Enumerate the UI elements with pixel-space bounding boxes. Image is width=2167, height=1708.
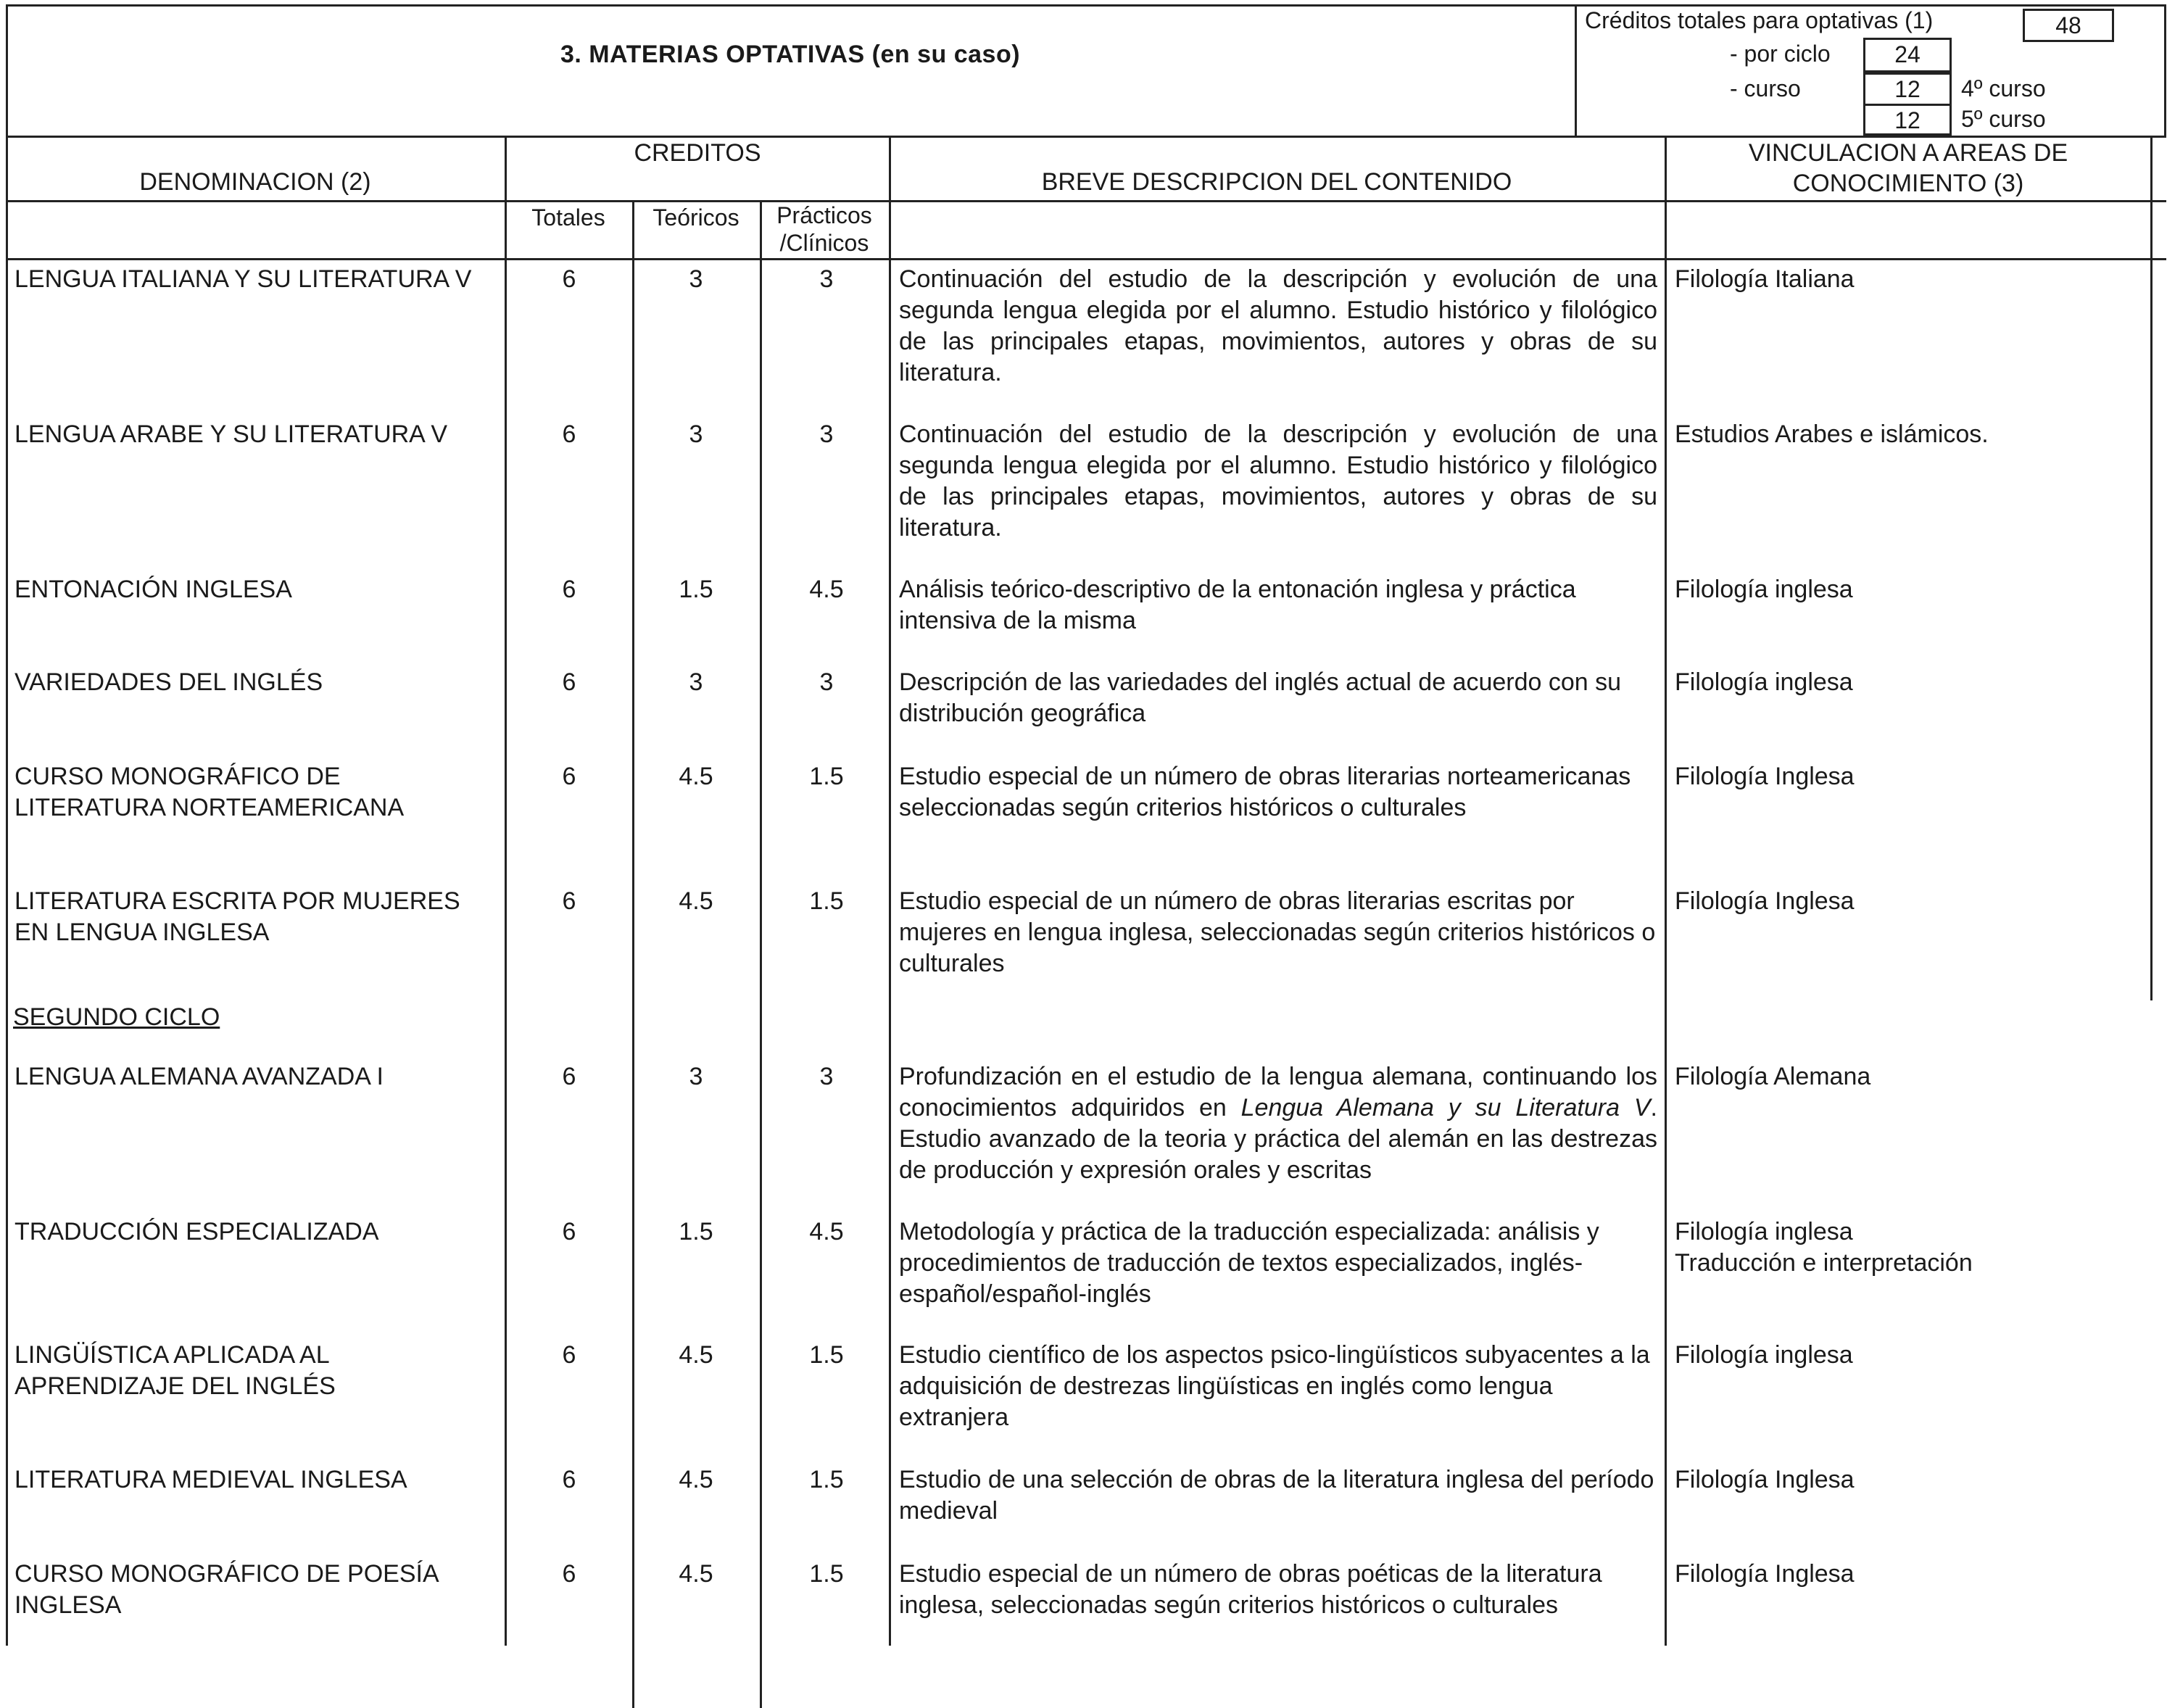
- row-area-line: Filología inglesa: [1675, 1218, 1853, 1245]
- row-teoricos: 3: [689, 668, 703, 696]
- col-vinculacion-2: CONOCIMIENTO (3): [1792, 170, 2024, 197]
- row-teoricos: 1.5: [679, 576, 713, 603]
- row-name: LENGUA ARABE Y SU LITERATURA V: [14, 420, 448, 448]
- header-rule-2: [6, 258, 2166, 260]
- curso-5-label: 5º curso: [1961, 106, 2046, 132]
- col-teoricos: Teóricos: [652, 204, 739, 231]
- row-practicos: 1.5: [809, 887, 844, 915]
- row-description: Estudio especial de un número de obras literarias norteamericanas seleccionadas según criterios históricos o culturales: [899, 763, 1631, 821]
- row-area: Filología inglesa: [1675, 1341, 1853, 1369]
- row-teoricos: 4.5: [679, 1341, 713, 1369]
- row-practicos: 1.5: [809, 1466, 844, 1493]
- col-creditos: CREDITOS: [634, 139, 761, 167]
- row-name: TRADUCCIÓN ESPECIALIZADA: [14, 1218, 379, 1245]
- row-practicos: 1.5: [809, 1560, 844, 1588]
- row-name: LENGUA ALEMANA AVANZADA I: [14, 1063, 384, 1090]
- row-totales: 6: [562, 576, 576, 603]
- row-teoricos: 1.5: [679, 1218, 713, 1245]
- row-totales: 6: [562, 1466, 576, 1493]
- header-rule-1: [6, 200, 2166, 202]
- row-description: Estudio científico de los aspectos psico-lingüísticos subyacentes a la adquisición de destrezas lingüísticas en inglés como lengua extranjera: [899, 1341, 1650, 1431]
- row-description-part: . Estudio avanzado de la teoria y práctica del alemán en las destrezas de producción y expresión orales y escritas: [899, 1094, 1657, 1184]
- header-divider: [1575, 4, 1577, 138]
- curso-5-value: 12: [1863, 104, 1952, 136]
- row-totales: 6: [562, 1218, 576, 1245]
- row-area: [1675, 1216, 2153, 1279]
- por-ciclo-value: 24: [1863, 38, 1952, 72]
- row-totales: 6: [562, 1063, 576, 1090]
- row-totales: 6: [562, 1341, 576, 1369]
- credits-total-value: 48: [2023, 9, 2114, 42]
- col-practicos: Prácticos /Clínicos: [776, 202, 872, 256]
- credits-total-label: Créditos totales para optativas (1): [1585, 7, 1934, 33]
- row-practicos: 3: [819, 265, 834, 293]
- col-totales: Totales: [531, 204, 605, 231]
- row-area: Estudios Arabes e islámicos.: [1675, 420, 1989, 448]
- row-area: Filología Inglesa: [1675, 887, 1855, 915]
- row-practicos: 3: [819, 668, 834, 696]
- row-totales: 6: [562, 668, 576, 696]
- row-practicos: 1.5: [809, 763, 844, 790]
- row-teoricos: 3: [689, 265, 703, 293]
- row-practicos: 4.5: [809, 576, 844, 603]
- row-name: LITERATURA MEDIEVAL INGLESA: [14, 1466, 407, 1493]
- row-description: Estudio de una selección de obras de la literatura inglesa del período medieval: [899, 1466, 1654, 1525]
- section-segundo-ciclo: SEGUNDO CICLO: [13, 1003, 220, 1031]
- row-description: Estudio especial de un número de obras poéticas de la literatura inglesa, seleccionadas según criterios históricos o culturales: [899, 1560, 1602, 1619]
- row-totales: 6: [562, 1560, 576, 1588]
- row-description-part: Profundización en el estudio de la lengua alemana, continuando los conocimientos adquiridos en: [899, 1063, 1657, 1122]
- col-descripcion: BREVE DESCRIPCION DEL CONTENIDO: [1041, 168, 1512, 196]
- row-practicos: 3: [819, 420, 834, 448]
- row-area: Filología inglesa: [1675, 576, 1853, 603]
- col-vinculacion-1: VINCULACION A AREAS DE: [1748, 139, 2068, 167]
- row-totales: 6: [562, 763, 576, 790]
- row-teoricos: 3: [689, 420, 703, 448]
- row-practicos: 3: [819, 1063, 834, 1090]
- row-totales: 6: [562, 887, 576, 915]
- col-divider-2: [632, 200, 634, 1708]
- row-teoricos: 4.5: [679, 1560, 713, 1588]
- row-description-italic: Lengua Alemana y su Literatura V: [1240, 1094, 1651, 1122]
- curso-4-label: 4º curso: [1961, 75, 2046, 101]
- curso-4-value: 12: [1863, 72, 1952, 106]
- row-teoricos: 4.5: [679, 887, 713, 915]
- row-name: LENGUA ITALIANA Y SU LITERATURA V: [14, 265, 472, 293]
- row-totales: 6: [562, 265, 576, 293]
- row-teoricos: 3: [689, 1063, 703, 1090]
- row-description: Continuación del estudio de la descripción y evolución de una segunda lengua elegida por el alumno. Estudio histórico y filológico de las principales etapas, movimientos, autores y obras de su literatura.: [899, 265, 1657, 386]
- row-area: Filología Inglesa: [1675, 1466, 1855, 1493]
- col-divider-1: [505, 138, 507, 1646]
- left-border: [6, 138, 8, 1646]
- row-totales: 6: [562, 420, 576, 448]
- row-area: Filología Italiana: [1675, 265, 1855, 293]
- row-practicos: 1.5: [809, 1341, 844, 1369]
- row-area: Filología Inglesa: [1675, 763, 1855, 790]
- row-teoricos: 4.5: [679, 763, 713, 790]
- col-denominacion: DENOMINACION (2): [139, 168, 371, 196]
- row-name: VARIEDADES DEL INGLÉS: [14, 668, 323, 696]
- row-area-line: Traducción e interpretación: [1675, 1249, 1973, 1277]
- row-name: LINGÜÍSTICA APLICADA AL APRENDIZAJE DEL INGLÉS: [14, 1341, 336, 1400]
- section-title: 3. MATERIAS OPTATIVAS (en su caso): [560, 41, 1021, 68]
- row-area: Filología Alemana: [1675, 1063, 1871, 1090]
- row-practicos: 4.5: [809, 1218, 844, 1245]
- curso-label: - curso: [1730, 75, 1801, 101]
- row-name: CURSO MONOGRÁFICO DE POESÍA INGLESA: [14, 1560, 438, 1619]
- row-description: Análisis teórico-descriptivo de la entonación inglesa y práctica intensiva de la misma: [899, 576, 1576, 634]
- row-area: Filología Inglesa: [1675, 1560, 1855, 1588]
- por-ciclo-label: - por ciclo: [1730, 41, 1831, 67]
- row-name: ENTONACIÓN INGLESA: [14, 576, 292, 603]
- row-name: CURSO MONOGRÁFICO DE LITERATURA NORTEAMERICANA: [14, 763, 405, 821]
- row-name: LITERATURA ESCRITA POR MUJERES EN LENGUA INGLESA: [14, 887, 460, 946]
- row-description: [899, 1061, 1657, 1186]
- row-area: Filología inglesa: [1675, 668, 1853, 696]
- col-divider-5: [1665, 138, 1667, 1646]
- row-description: Continuación del estudio de la descripción y evolución de una segunda lengua elegida por el alumno. Estudio histórico y filológico de las principales etapas, movimientos, autores y obras de su literatura.: [899, 420, 1657, 542]
- row-description: Estudio especial de un número de obras literarias escritas por mujeres en lengua inglesa, seleccionadas según criterios históricos o culturales: [899, 887, 1656, 977]
- row-description: Descripción de las variedades del inglés actual de acuerdo con su distribución geográfica: [899, 668, 1622, 727]
- row-teoricos: 4.5: [679, 1466, 713, 1493]
- row-description: Metodología y práctica de la traducción especializada: análisis y procedimientos de traducción de textos especializados, inglés-español/español-inglés: [899, 1218, 1599, 1308]
